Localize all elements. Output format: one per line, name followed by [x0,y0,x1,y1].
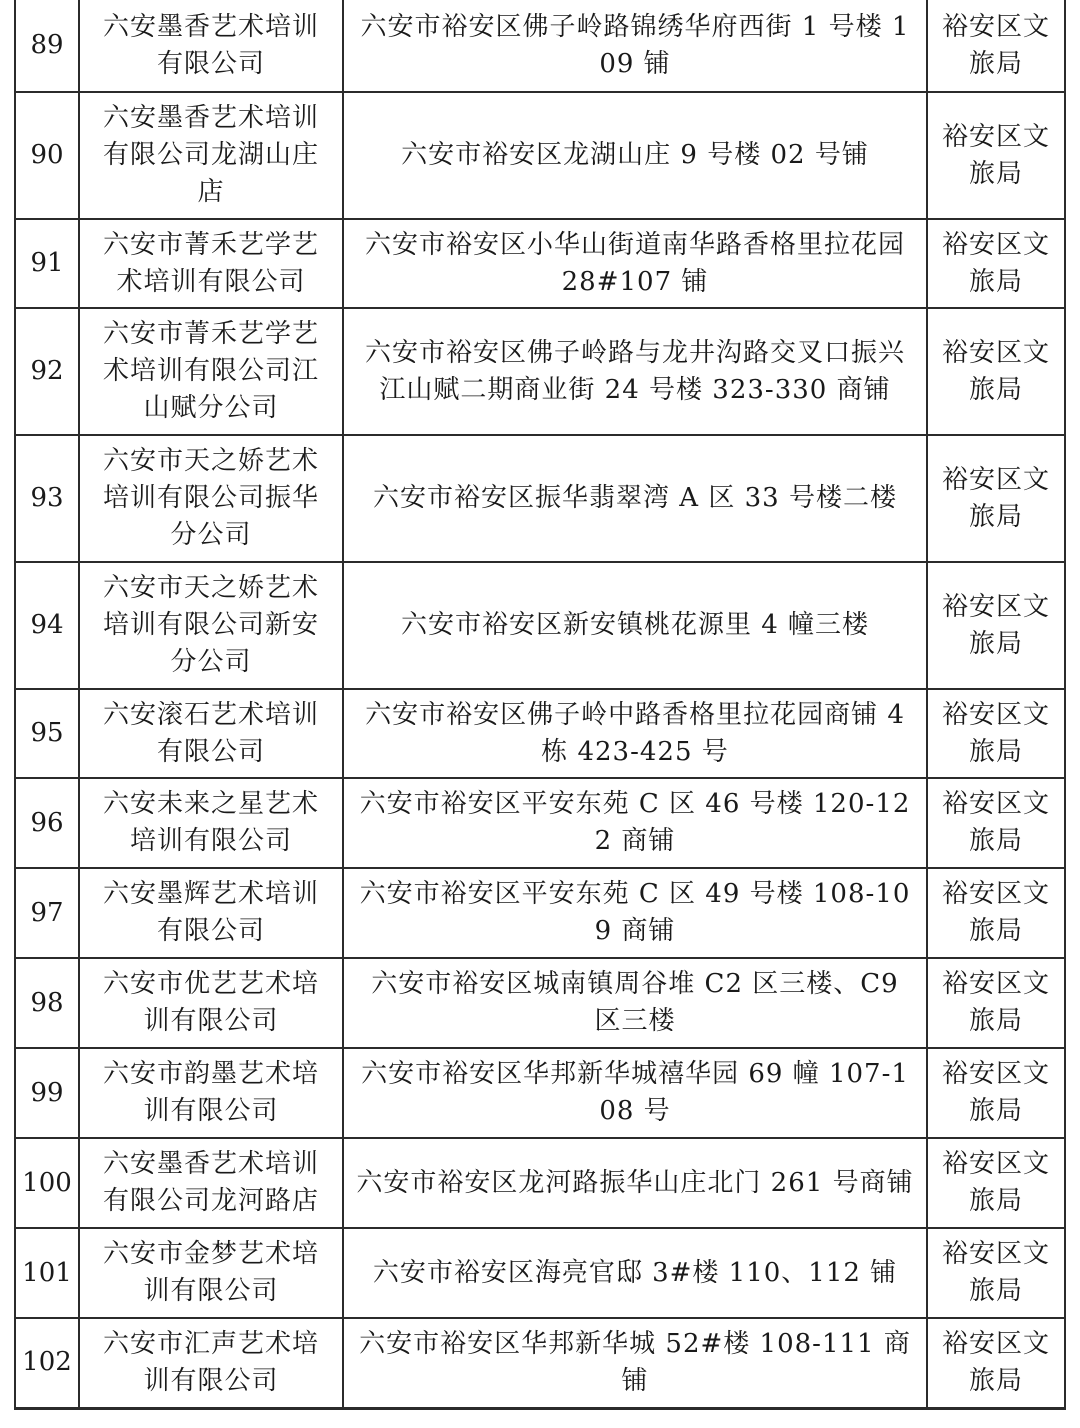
row-number: 97 [15,868,79,958]
supervising-authority: 裕安区文旅局 [927,868,1065,958]
row-number: 96 [15,778,79,868]
table-row [15,92,1065,219]
institution-name: 六安市天之娇艺术培训有限公司新安分公司 [79,562,343,689]
supervising-authority: 裕安区文旅局 [927,778,1065,868]
institution-name: 六安滚石艺术培训有限公司 [79,689,343,778]
institution-address: 六安市裕安区佛子岭路与龙井沟路交叉口振兴江山赋二期商业街 24 号楼 323-330 商铺 [343,308,927,435]
supervising-authority: 裕安区文旅局 [927,1318,1065,1408]
training-institution-table [14,0,1066,1410]
institution-address: 六安市裕安区海亮官邸 3#楼 110、112 铺 [343,1228,927,1318]
row-number: 99 [15,1048,79,1138]
supervising-authority: 裕安区文旅局 [927,308,1065,435]
supervising-authority: 裕安区文旅局 [927,958,1065,1048]
supervising-authority: 裕安区文旅局 [927,562,1065,689]
document-page [14,0,1064,1410]
row-number: 101 [15,1228,79,1318]
table-row [15,778,1065,868]
row-number: 102 [15,1318,79,1408]
supervising-authority: 裕安区文旅局 [927,689,1065,778]
institution-address: 六安市裕安区龙河路振华山庄北门 261 号商铺 [343,1138,927,1228]
supervising-authority: 裕安区文旅局 [927,1228,1065,1318]
institution-address: 六安市裕安区佛子岭路锦绣华府西街 1 号楼 109 铺 [343,0,927,92]
institution-name: 六安墨辉艺术培训有限公司 [79,868,343,958]
row-number: 92 [15,308,79,435]
supervising-authority: 裕安区文旅局 [927,92,1065,219]
row-number: 100 [15,1138,79,1228]
institution-name: 六安市金梦艺术培训有限公司 [79,1228,343,1318]
institution-address: 六安市裕安区平安东苑 C 区 49 号楼 108-109 商铺 [343,868,927,958]
institution-name: 六安墨香艺术培训有限公司龙河路店 [79,1138,343,1228]
institution-address: 六安市裕安区平安东苑 C 区 46 号楼 120-122 商铺 [343,778,927,868]
institution-name: 六安未来之星艺术培训有限公司 [79,778,343,868]
table-row [15,958,1065,1048]
table-row [15,1048,1065,1138]
institution-address: 六安市裕安区振华翡翠湾 A 区 33 号楼二楼 [343,435,927,562]
institution-name: 六安市菁禾艺学艺术培训有限公司江山赋分公司 [79,308,343,435]
table-row [15,562,1065,689]
institution-name: 六安墨香艺术培训有限公司龙湖山庄店 [79,92,343,219]
table-row [15,1138,1065,1228]
row-number: 91 [15,219,79,308]
table-row [15,435,1065,562]
table-row [15,868,1065,958]
row-number: 98 [15,958,79,1048]
institution-address: 六安市裕安区佛子岭中路香格里拉花园商铺 4 栋 423-425 号 [343,689,927,778]
institution-name: 六安墨香艺术培训有限公司 [79,0,343,92]
row-number: 93 [15,435,79,562]
table-row [15,689,1065,778]
institution-name: 六安市韵墨艺术培训有限公司 [79,1048,343,1138]
supervising-authority: 裕安区文旅局 [927,1138,1065,1228]
table-row [15,308,1065,435]
institution-address: 六安市裕安区华邦新华城 52#楼 108-111 商铺 [343,1318,927,1408]
institution-name: 六安市天之娇艺术培训有限公司振华分公司 [79,435,343,562]
institution-address: 六安市裕安区小华山街道南华路香格里拉花园 28#107 铺 [343,219,927,308]
supervising-authority: 裕安区文旅局 [927,0,1065,92]
institution-address: 六安市裕安区华邦新华城禧华园 69 幢 107-108 号 [343,1048,927,1138]
institution-address: 六安市裕安区龙湖山庄 9 号楼 02 号铺 [343,92,927,219]
row-number: 95 [15,689,79,778]
row-number: 89 [15,0,79,92]
institution-name: 六安市汇声艺术培训有限公司 [79,1318,343,1408]
institution-address: 六安市裕安区城南镇周谷堆 C2 区三楼、C9 区三楼 [343,958,927,1048]
row-number: 90 [15,92,79,219]
institution-address: 六安市裕安区新安镇桃花源里 4 幢三楼 [343,562,927,689]
institution-name: 六安市优艺艺术培训有限公司 [79,958,343,1048]
institution-name: 六安市菁禾艺学艺术培训有限公司 [79,219,343,308]
row-number: 94 [15,562,79,689]
table-row [15,219,1065,308]
table-row [15,0,1065,92]
table-row [15,1228,1065,1318]
supervising-authority: 裕安区文旅局 [927,435,1065,562]
supervising-authority: 裕安区文旅局 [927,1048,1065,1138]
supervising-authority: 裕安区文旅局 [927,219,1065,308]
table-row [15,1318,1065,1408]
